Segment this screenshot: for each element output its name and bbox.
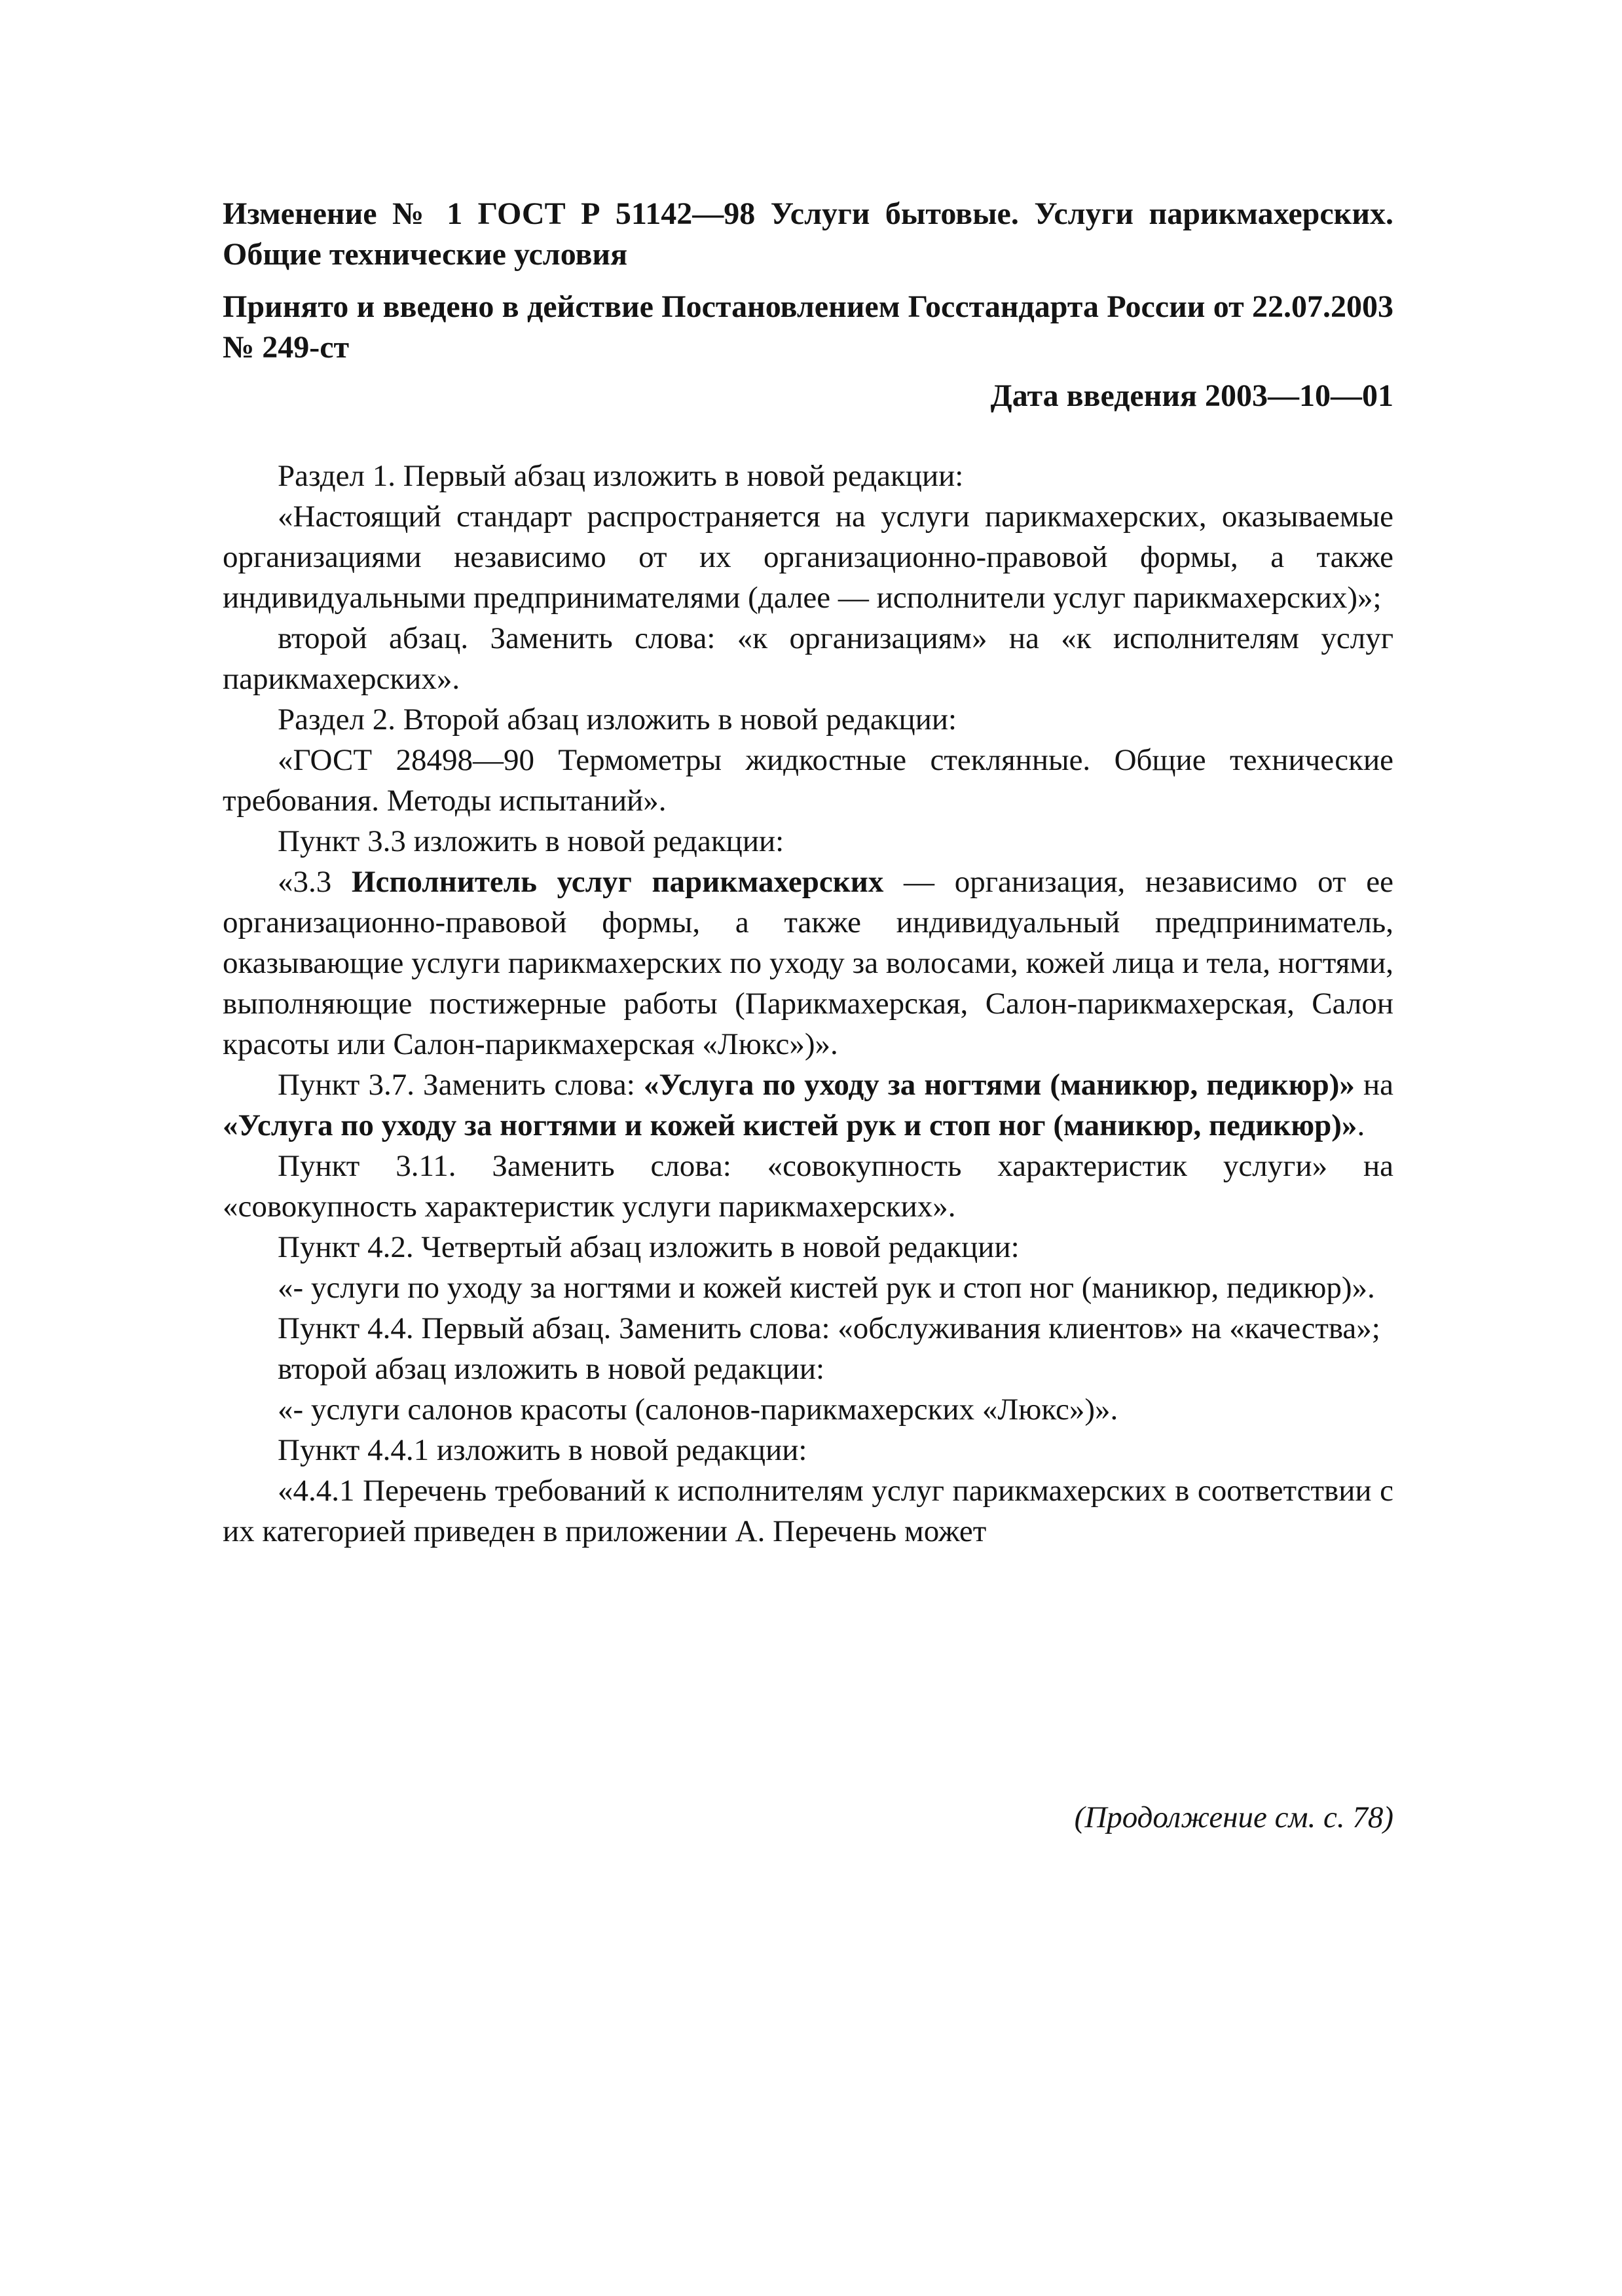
text: Пункт 3.7. Заменить слова: xyxy=(278,1068,644,1102)
text: — организация, независимо от ее организационно-правовой формы, а также индивидуальный предприниматель, оказывающие услуги парикмахерских по уходу за волосами, кожей лица и тела, ногтями, выполняющие постижерные работы (Парикмахерская, Салон-парикмахерская, Салон красоты или Салон-парикмахерская «Люкс»)». xyxy=(223,865,1393,1061)
paragraph: второй абзац изложить в новой редакции: xyxy=(278,1352,825,1386)
new-wording: «Услуга по уходу за ногтями и кожей кистей рук и стоп ног (маникюр, педикюр)» xyxy=(223,1108,1357,1142)
adoption-statement: Принято и введено в действие Постановлением Госстандарта России от 22.07.2003 № 249-ст xyxy=(223,289,1393,365)
paragraph: Пункт 3.3 изложить в новой редакции: xyxy=(278,824,784,858)
amendment-title: Изменение № 1 ГОСТ Р 51142—98 Услуги бытовые. Услуги парикмахерских. Общие технические условия xyxy=(223,196,1393,272)
text: «3.3 xyxy=(278,865,352,899)
paragraph: Раздел 2. Второй абзац изложить в новой редакции: xyxy=(278,702,957,737)
paragraph: «- услуги по уходу за ногтями и кожей кистей рук и стоп ног (маникюр, педикюр)». xyxy=(278,1271,1375,1305)
amendment-body xyxy=(223,456,1393,1552)
paragraph-definition xyxy=(223,862,1393,1065)
paragraph: Пункт 4.4.1 изложить в новой редакции: xyxy=(278,1433,807,1467)
continuation-note: (Продолжение см. с. 78) xyxy=(1074,1800,1393,1834)
paragraph: «- услуги салонов красоты (салонов-парикмахерских «Люкс»)». xyxy=(278,1393,1118,1427)
paragraph: «ГОСТ 28498—90 Термометры жидкостные стеклянные. Общие технические требования. Методы испытаний». xyxy=(223,743,1393,818)
paragraph: «4.4.1 Перечень требований к исполнителям услуг парикмахерских в соответствии с их категорией приведен в приложении А. Перечень может xyxy=(223,1474,1393,1548)
paragraph: «Настоящий стандарт распространяется на услуги парикмахерских, оказываемые организациями независимо от их организационно-правовой формы, а также индивидуальными предпринимателями (далее — исполнители услуг парикмахерских)»; xyxy=(223,500,1393,615)
paragraph-replacement xyxy=(223,1065,1393,1146)
defined-term: Исполнитель услуг парикмахерских xyxy=(351,865,884,899)
effective-date: Дата введения 2003—10—01 xyxy=(990,378,1393,413)
paragraph: второй абзац. Заменить слова: «к организациям» на «к исполнителям услуг парикмахерских». xyxy=(223,621,1393,696)
paragraph: Пункт 4.2. Четвертый абзац изложить в новой редакции: xyxy=(278,1230,1020,1264)
paragraph: Пункт 4.4. Первый абзац. Заменить слова: «обслуживания клиентов» на «качества»; xyxy=(278,1311,1380,1345)
paragraph: Раздел 1. Первый абзац изложить в новой редакции: xyxy=(278,459,964,493)
text: . xyxy=(1357,1108,1365,1142)
paragraph: Пункт 3.11. Заменить слова: «совокупность характеристик услуги» на «совокупность характеристик услуги парикмахерских». xyxy=(223,1149,1393,1224)
text: на xyxy=(1354,1068,1393,1102)
old-wording: «Услуга по уходу за ногтями (маникюр, педикюр)» xyxy=(643,1068,1355,1102)
